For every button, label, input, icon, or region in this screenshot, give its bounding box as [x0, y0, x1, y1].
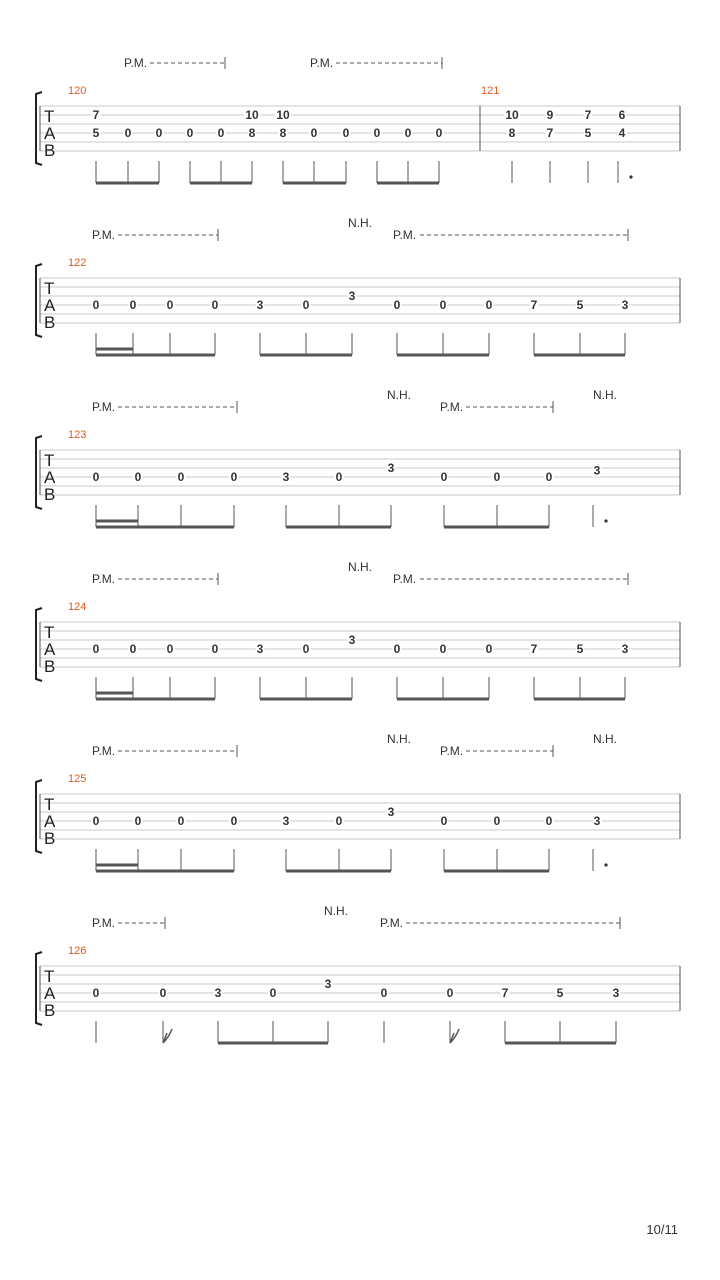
system-bracket	[36, 436, 42, 509]
fret-number: 4	[618, 126, 626, 140]
note-flag	[163, 1029, 172, 1043]
fret-number: 0	[159, 986, 167, 1000]
fret-number: 10	[276, 108, 290, 122]
palm-mute-label: P.M.	[440, 400, 464, 414]
fret-number: 0	[493, 814, 501, 828]
fret-number: 5	[584, 126, 592, 140]
fret-number: 0	[485, 298, 493, 312]
fret-number: 9	[546, 108, 554, 122]
natural-harmonic-label: N.H.	[593, 732, 617, 746]
rhythm-dot	[629, 175, 632, 178]
rhythm-dot	[604, 863, 607, 866]
tab-clef-letter: A	[44, 124, 56, 143]
fret-number: 5	[576, 642, 584, 656]
fret-number: 0	[335, 470, 343, 484]
fret-number: 0	[373, 126, 381, 140]
fret-number: 10	[505, 108, 519, 122]
natural-harmonic-label: N.H.	[387, 388, 411, 402]
fret-number: 0	[302, 298, 310, 312]
system-bracket	[36, 780, 42, 853]
fret-number: 0	[211, 642, 219, 656]
fret-number: 3	[593, 814, 601, 828]
fret-number: 0	[92, 642, 100, 656]
note-flag	[450, 1029, 459, 1043]
tab-clef-letter: T	[44, 279, 55, 298]
fret-number: 0	[230, 814, 238, 828]
fret-number: 5	[576, 298, 584, 312]
tab-clef-letter: A	[44, 468, 56, 487]
fret-number: 3	[621, 298, 629, 312]
fret-number: 0	[439, 298, 447, 312]
tab-clef-letter: T	[44, 451, 55, 470]
fret-number: 0	[217, 126, 225, 140]
rhythm-dot	[604, 519, 607, 522]
fret-number: 0	[310, 126, 318, 140]
fret-number: 0	[404, 126, 412, 140]
tab-clef-letter: T	[44, 795, 55, 814]
measure-number: 122	[68, 257, 87, 269]
tab-clef-letter: A	[44, 984, 56, 1003]
fret-number: 0	[129, 642, 137, 656]
fret-number: 7	[584, 108, 592, 122]
fret-number: 0	[211, 298, 219, 312]
system-bracket	[36, 264, 42, 337]
fret-number: 0	[129, 298, 137, 312]
fret-number: 8	[248, 126, 256, 140]
palm-mute-label: P.M.	[310, 56, 334, 70]
tab-clef-letter: B	[44, 485, 56, 504]
fret-number: 3	[214, 986, 222, 1000]
tab-clef-letter: B	[44, 1001, 56, 1020]
fret-number: 0	[380, 986, 388, 1000]
fret-number: 3	[387, 461, 395, 475]
palm-mute-label: P.M.	[393, 228, 417, 242]
fret-number: 0	[493, 470, 501, 484]
fret-number: 0	[155, 126, 163, 140]
tab-clef-letter: T	[44, 967, 55, 986]
palm-mute-label: P.M.	[124, 56, 148, 70]
palm-mute-label: P.M.	[440, 744, 464, 758]
tab-clef-letter: B	[44, 829, 56, 848]
measure-number: 121	[481, 85, 500, 97]
natural-harmonic-label: N.H.	[324, 904, 348, 918]
fret-number: 7	[530, 642, 538, 656]
natural-harmonic-label: N.H.	[348, 560, 372, 574]
fret-number: 0	[393, 642, 401, 656]
measure-number: 120	[68, 85, 87, 97]
natural-harmonic-label: N.H.	[593, 388, 617, 402]
fret-number: 6	[618, 108, 626, 122]
fret-number: 3	[324, 977, 332, 991]
tab-clef-letter: T	[44, 623, 55, 642]
fret-number: 0	[92, 814, 100, 828]
fret-number: 0	[134, 814, 142, 828]
fret-number: 0	[545, 470, 553, 484]
natural-harmonic-label: N.H.	[387, 732, 411, 746]
fret-number: 3	[256, 298, 264, 312]
palm-mute-label: P.M.	[92, 400, 116, 414]
fret-number: 0	[92, 298, 100, 312]
palm-mute-label: P.M.	[380, 916, 404, 930]
fret-number: 0	[166, 298, 174, 312]
fret-number: 0	[440, 814, 448, 828]
fret-number: 3	[282, 470, 290, 484]
fret-number: 0	[435, 126, 443, 140]
palm-mute-label: P.M.	[92, 744, 116, 758]
fret-number: 0	[545, 814, 553, 828]
fret-number: 5	[92, 126, 100, 140]
fret-number: 7	[92, 108, 100, 122]
tab-clef-letter: A	[44, 296, 56, 315]
measure-number: 126	[68, 945, 87, 957]
fret-number: 0	[166, 642, 174, 656]
fret-number: 0	[393, 298, 401, 312]
fret-number: 7	[501, 986, 509, 1000]
fret-number: 3	[612, 986, 620, 1000]
fret-number: 3	[348, 633, 356, 647]
fret-number: 0	[485, 642, 493, 656]
fret-number: 0	[269, 986, 277, 1000]
tab-clef-letter: B	[44, 657, 56, 676]
palm-mute-label: P.M.	[92, 916, 116, 930]
fret-number: 0	[177, 470, 185, 484]
palm-mute-label: P.M.	[92, 572, 116, 586]
natural-harmonic-label: N.H.	[348, 216, 372, 230]
fret-number: 0	[446, 986, 454, 1000]
fret-number: 0	[177, 814, 185, 828]
measure-number: 124	[68, 601, 87, 613]
fret-number: 8	[508, 126, 516, 140]
fret-number: 3	[256, 642, 264, 656]
fret-number: 0	[230, 470, 238, 484]
tab-clef-letter: B	[44, 313, 56, 332]
fret-number: 3	[593, 463, 601, 478]
tab-clef-letter: B	[44, 141, 56, 160]
system-bracket	[36, 92, 42, 165]
palm-mute-label: P.M.	[393, 572, 417, 586]
fret-number: 3	[387, 805, 395, 819]
fret-number: 0	[439, 642, 447, 656]
system-bracket	[36, 608, 42, 681]
fret-number: 0	[186, 126, 194, 140]
measure-number: 123	[68, 429, 87, 441]
fret-number: 0	[124, 126, 132, 140]
tab-clef-letter: A	[44, 812, 56, 831]
tab-clef-letter: A	[44, 640, 56, 659]
fret-number: 0	[440, 470, 448, 484]
fret-number: 5	[556, 986, 564, 1000]
page-number: 10/11	[646, 1222, 678, 1237]
fret-number: 0	[92, 470, 100, 484]
fret-number: 8	[279, 126, 287, 140]
fret-number: 7	[530, 298, 538, 312]
fret-number: 3	[282, 814, 290, 828]
fret-number: 0	[335, 814, 343, 828]
system-bracket	[36, 952, 42, 1025]
measure-number: 125	[68, 773, 87, 785]
palm-mute-label: P.M.	[92, 228, 116, 242]
fret-number: 3	[621, 642, 629, 656]
fret-number: 0	[342, 126, 350, 140]
tab-clef-letter: T	[44, 107, 55, 126]
fret-number: 0	[134, 470, 142, 484]
fret-number: 3	[348, 289, 356, 303]
fret-number: 0	[302, 642, 310, 656]
fret-number: 7	[546, 126, 554, 140]
fret-number: 0	[92, 986, 100, 1000]
fret-number: 10	[245, 108, 259, 122]
